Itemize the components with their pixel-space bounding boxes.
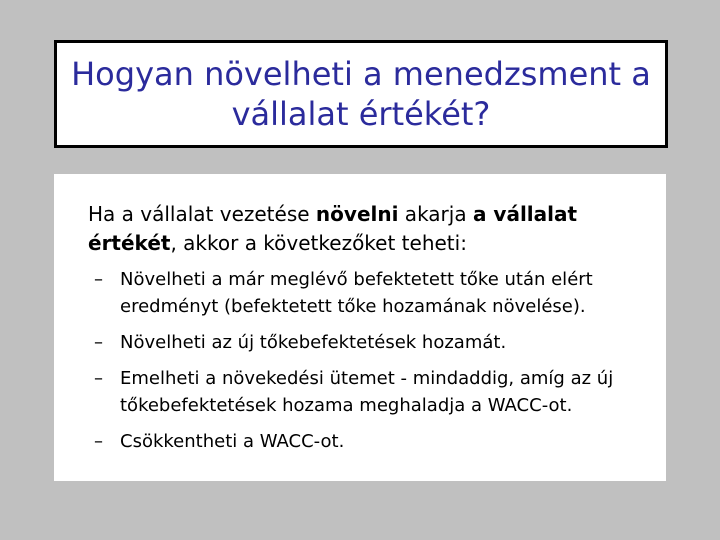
- lead-bold-1: növelni: [315, 202, 399, 226]
- bullet-text: Csökkentheti a WACC-ot.: [120, 431, 345, 452]
- bullet-marker: –: [94, 431, 103, 452]
- bullet-marker: –: [94, 332, 103, 353]
- slide-title-line-2: vállalat értékét?: [231, 95, 491, 133]
- bullet-item: [94, 329, 664, 356]
- bullet-item: [94, 365, 664, 419]
- bullet-text: Emelheti a növekedési ütemet - mindaddig, amíg az új tőkebefektetések hozama meghaladja a WACC-ot.: [120, 368, 614, 416]
- lead-paragraph: [88, 200, 648, 258]
- bullet-marker: –: [94, 368, 103, 389]
- bullet-item: [94, 428, 664, 455]
- content-panel: [54, 174, 666, 481]
- lead-text-3: , akkor a következőket teheti:: [170, 231, 467, 255]
- bullet-marker: –: [94, 269, 103, 290]
- title-box: [54, 40, 668, 148]
- bullet-list: [94, 266, 664, 464]
- bullet-item: [94, 266, 664, 320]
- lead-bold-2: a vállalat értékét: [88, 202, 578, 255]
- lead-text-1: Ha a vállalat vezetése: [88, 202, 316, 226]
- bullet-text: Növelheti az új tőkebefektetések hozamát.: [120, 332, 507, 353]
- slide-title: [71, 54, 651, 134]
- slide-title-line-1: Hogyan növelheti a menedzsment a: [71, 55, 651, 93]
- lead-text-2: akarja: [398, 202, 473, 226]
- bullet-text: Növelheti a már meglévő befektetett tőke után elért eredményt (befektetett tőke hozamának növelése).: [120, 269, 593, 317]
